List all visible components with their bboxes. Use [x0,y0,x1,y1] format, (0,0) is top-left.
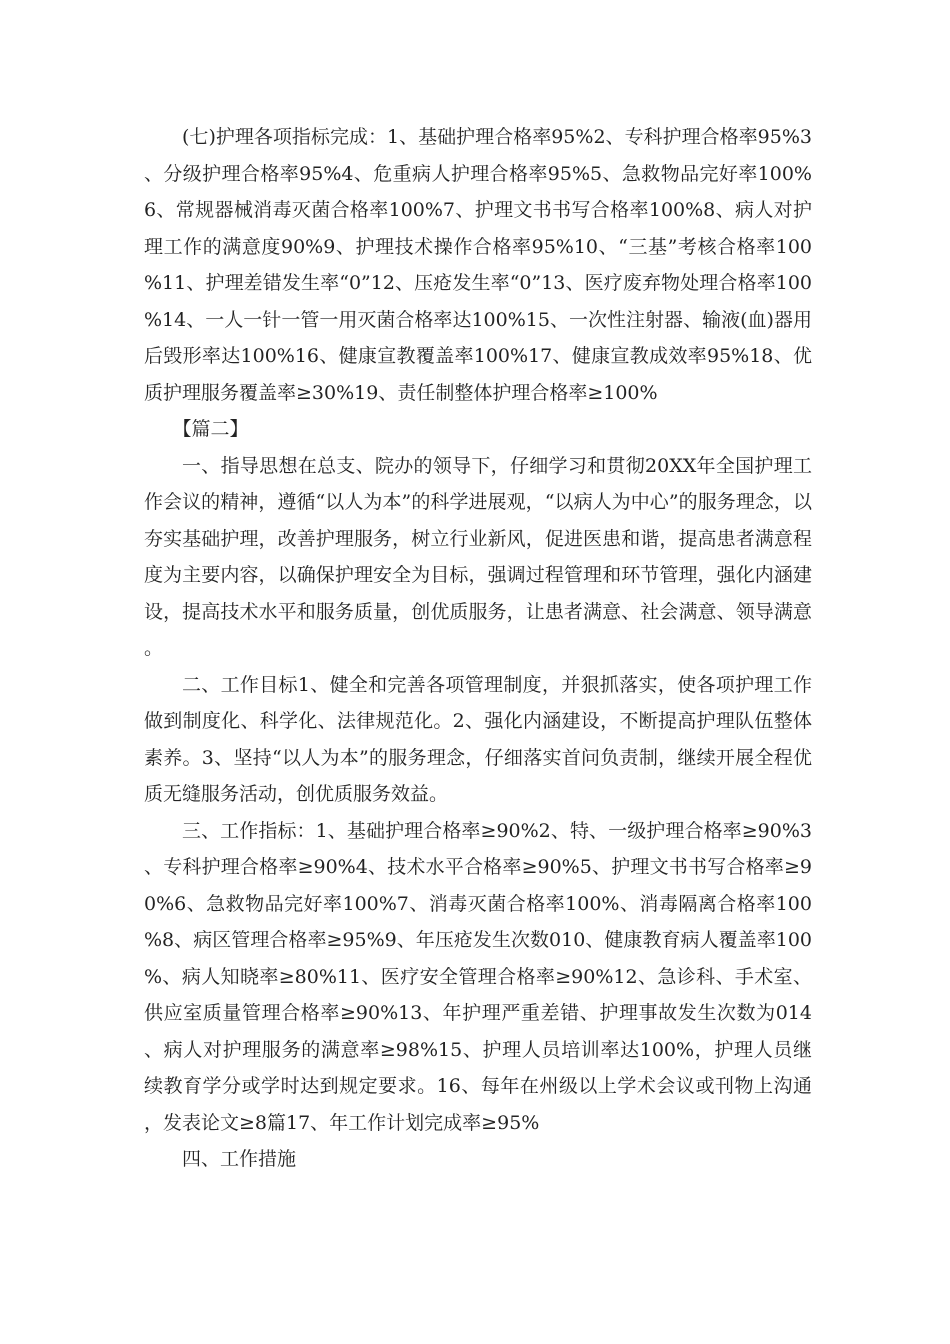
paragraph-guiding-ideology: 一、指导思想在总支、院办的领导下，仔细学习和贯彻20XX年全国护理工作会议的精神，遵循“以人为本”的科学进展观，“以病人为中心”的服务理念，以夯实基础护理，改善护理服务，树立行业新风，促进医患和谐，提高患者满意程度为主要内容，以确保护理安全为目标，强调过程管理和环节管理，强化内涵建设，提高技术水平和服务质量，创优质服务，让患者满意、社会满意、领导满意。 [144,454,812,659]
section-heading: 【篇二】 [172,418,249,440]
paragraph-nursing-indicators: (七)护理各项指标完成：1、基础护理合格率95%2、专科护理合格率95%3、分级护理合格率95%4、危重病人护理合格率95%5、急救物品完好率100%6、常规器械消毒灭菌合格率100%7、护理文书书写合格率100%8、病人对护理工作的满意度90%9、护理技术操作合格率95%10、“三基”考核合格率100%11、护理差错发生率“0”12、压疮发生率“0”13、医疗废弃物处理合格率100%14、一人一针一管一用灭菌合格率达100%15、一次性注射器、输液(血)器用后毁形率达100%16、健康宣教覆盖率100%17、健康宣教成效率95%18、优质护理服务覆盖率≥30%19、责任制整体护理合格率≥100% [144,126,812,404]
paragraph-work-indicators: 三、工作指标：1、基础护理合格率≥90%2、特、一级护理合格率≥90%3、专科护理合格率≥90%4、技术水平合格率≥90%5、护理文书书写合格率≥90%6、急救物品完好率100%7、消毒灭菌合格率100%、消毒隔离合格率100%8、病区管理合格率≥95%9、年压疮发生次数010、健康教育病人覆盖率100%、病人知晓率≥80%11、医疗安全管理合格率≥90%12、急诊科、手术室、供应室质量管理合格率≥90%13、年护理严重差错、护理事故发生次数为014、病人对护理服务的满意率≥98%15、护理人员培训率达100%，护理人员继续教育学分或学时达到规定要求。16、每年在州级以上学术会议或刊物上沟通，发表论文≥8篇17、年工作计划完成率≥95% [144,819,812,1134]
paragraph-work-measures: 四、工作措施 [182,1148,297,1170]
paragraph-work-goals: 二、工作目标1、健全和完善各项管理制度，并狠抓落实，使各项护理工作做到制度化、科学化、法律规范化。2、强化内涵建设，不断提高护理队伍整体素养。3、坚持“以人为本”的服务理念，仔细落实首问负责制，继续开展全程优质无缝服务活动，创优质服务效益。 [144,673,812,805]
document-body [144,119,812,1178]
